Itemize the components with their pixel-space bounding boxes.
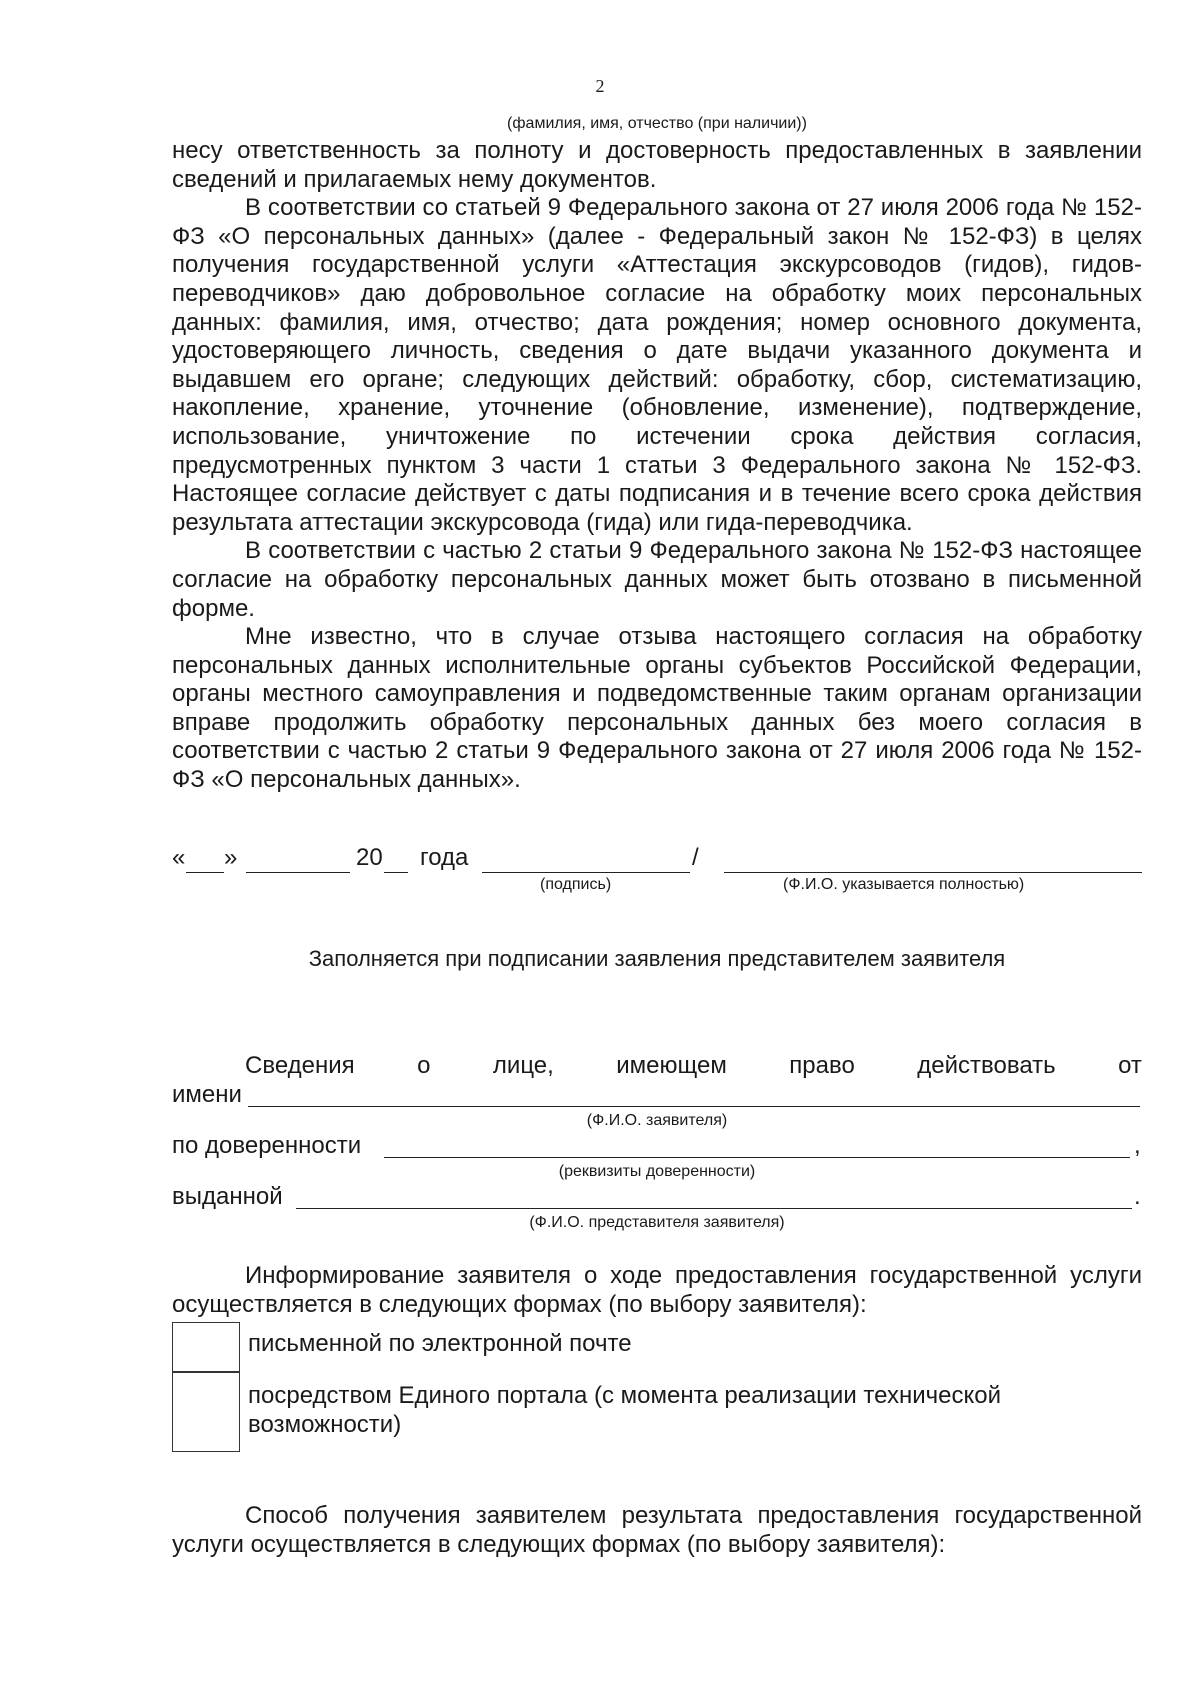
email-checkbox[interactable] bbox=[172, 1322, 240, 1372]
page-number: 2 bbox=[595, 76, 605, 96]
signature-slash: / bbox=[692, 844, 699, 871]
representative-intro bbox=[172, 1052, 1142, 1081]
intro-word: о bbox=[417, 1052, 431, 1079]
year-field[interactable] bbox=[384, 872, 408, 873]
representative-name-caption: (Ф.И.О. представителя заявителя) bbox=[529, 1213, 785, 1231]
portal-option-label: посредством Единого портала (с момента реализации технической возможности) bbox=[248, 1382, 1001, 1438]
paragraph-awareness: Мне известно, что в случае отзыва настоящего согласия на обработку персональных данных исполнительные органы субъектов Российской Федерации, органы местного самоуправления и подведомственные таким органам организации вправе продолжить обработку персональных данных без моего согласия в соответствии с частью 2 статьи 9 Федерального закона от 27 июля 2006 года № 152-ФЗ «О персональных данных». bbox=[172, 623, 1142, 794]
proxy-details-field[interactable] bbox=[384, 1157, 1130, 1158]
date-quote-open: « bbox=[172, 844, 186, 871]
year-word: года bbox=[420, 844, 469, 871]
email-option-label: письменной по электронной почте bbox=[248, 1330, 632, 1357]
full-name-caption: (Ф.И.О. указывается полностью) bbox=[783, 876, 1025, 893]
portal-checkbox[interactable] bbox=[172, 1372, 240, 1452]
representative-name-field[interactable] bbox=[296, 1208, 1132, 1209]
year-prefix: 20 bbox=[356, 844, 383, 871]
intro-word: право bbox=[789, 1052, 855, 1079]
proxy-label: по доверенности bbox=[172, 1131, 362, 1159]
issued-period: . bbox=[1134, 1182, 1141, 1210]
signature-field[interactable] bbox=[482, 872, 690, 873]
receiving-text: Способ получения заявителем результата предоставления государственной услуги осуществляется в следующих формах (по выбору заявителя): bbox=[172, 1502, 1142, 1558]
name-label: имени bbox=[172, 1080, 242, 1108]
receiving-paragraph bbox=[172, 1502, 1142, 1559]
signature-caption: (подпись) bbox=[540, 876, 612, 893]
option-portal bbox=[172, 1372, 1142, 1452]
intro-word: от bbox=[1118, 1052, 1142, 1079]
day-field[interactable] bbox=[186, 872, 224, 873]
intro-word: лице, bbox=[492, 1052, 554, 1079]
intro-word: Сведения bbox=[245, 1052, 355, 1079]
representative-note: Заполняется при подписании заявления представителем заявителя bbox=[308, 946, 1006, 971]
issued-label: выданной bbox=[172, 1182, 283, 1210]
option-email bbox=[172, 1322, 1142, 1374]
month-field[interactable] bbox=[246, 872, 350, 873]
informing-paragraph bbox=[172, 1262, 1142, 1319]
paragraph-withdrawal: В соответствии с частью 2 статьи 9 Федерального закона № 152-ФЗ настоящее согласие на обработку персональных данных может быть отозвано в письменной форме. bbox=[172, 537, 1142, 622]
proxy-line bbox=[172, 1132, 1142, 1161]
intro-word: действовать bbox=[917, 1052, 1056, 1079]
proxy-caption: (реквизиты доверенности) bbox=[558, 1162, 756, 1180]
signature-row bbox=[172, 844, 1142, 874]
intro-word: имеющем bbox=[616, 1052, 727, 1079]
proxy-comma: , bbox=[1134, 1131, 1141, 1159]
representative-block bbox=[172, 1052, 1142, 1234]
issued-line bbox=[172, 1183, 1142, 1212]
consent-paragraphs bbox=[172, 137, 1142, 795]
applicant-name-field[interactable] bbox=[248, 1106, 1140, 1107]
full-name-field[interactable] bbox=[724, 872, 1142, 873]
paragraph-responsibility: несу ответственность за полноту и достоверность предоставленных в заявлении сведений и прилагаемых нему документов. bbox=[172, 137, 1142, 193]
informing-text: Информирование заявителя о ходе предоставления государственной услуги осуществляется в следующих формах (по выбору заявителя): bbox=[172, 1262, 1142, 1318]
applicant-name-caption: (Ф.И.О. заявителя) bbox=[586, 1111, 728, 1129]
date-quote-close: » bbox=[224, 844, 238, 871]
paragraph-consent: В соответствии со статьей 9 Федерального закона от 27 июля 2006 года № 152-ФЗ «О персональных данных» (далее - Федеральный закон № 152-ФЗ) в целях получения государственной услуги «Аттестация экскурсоводов (гидов), гидов-переводчиков» даю добровольное согласие на обработку моих персональных данных: фамилия, имя, отчество; дата рождения; номер основного документа, удостоверяющего личность, сведения о дате выдачи указанного документа и выдавшем его органе; следующих действий: обработку, сбор, систематизацию, накопление, хранение, уточнение (обновление, изменение), подтверждение, использование, уничтожение по истечении срока действия согласия, предусмотренных пунктом 3 части 1 статьи 3 Федерального закона № 152-ФЗ. Настоящее согласие действует с даты подписания и в течение всего срока действия результата аттестации экскурсовода (гида) или гида-переводчика. bbox=[172, 194, 1142, 536]
applicant-name-line bbox=[172, 1081, 1142, 1110]
applicant-name-caption: (фамилия, имя, отчество (при наличии)) bbox=[507, 115, 807, 132]
